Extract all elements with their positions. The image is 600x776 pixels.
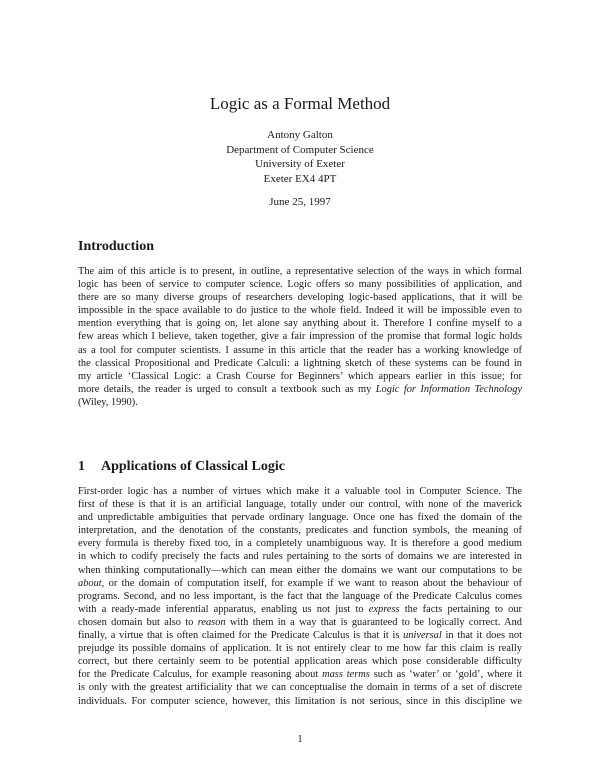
section-number: 1	[78, 459, 85, 474]
author-address: Exeter EX4 4PT	[263, 172, 337, 185]
emphasis-text: mass terms	[322, 669, 370, 681]
paragraph-line	[78, 616, 522, 629]
paragraph-line: first of these is that it is an artificial language, totally under our control, with none of the maverick	[78, 499, 522, 511]
section-heading-applications	[78, 458, 285, 475]
line-text: with a ready-made inferential apparatus, enabling us not just to	[78, 603, 369, 615]
line-text: such as ‘water’ or ‘gold’, where it	[369, 669, 522, 681]
paragraph-line: prejudge its possible domains of application. It is not entirely clear to me how far this claim is really	[78, 643, 522, 655]
paragraph-line: individuals. For computer science, however, this limitation is not serious, since in this discipline we	[78, 695, 522, 707]
paragraph-line	[78, 603, 522, 616]
paragraph-line: The aim of this article is to present, in outline, a representative selection of the ways in which formal	[78, 266, 522, 277]
paragraph-line	[78, 577, 522, 590]
line-text: the facts pertaining to our	[399, 603, 523, 615]
emphasis-text: express	[368, 603, 400, 615]
paragraph-line: programs. Second, and no less important, is the fact that the language of the Predicate Calculus comes	[78, 590, 522, 602]
paragraph-line: when thinking computationally—which can mean either the domains we want our computations to be	[78, 564, 522, 576]
line-text: for the Predicate Calculus, for example reasoning about	[78, 669, 323, 681]
paragraph-line: and unpredictable ambiguities that pervade ordinary language. Once one has fixed the domain of the	[78, 512, 522, 524]
line-text: with them in a way that is guaranteed to be logically correct. And	[225, 616, 522, 628]
paragraph-line: interpretation, and the denotation of the constants, predicates and function symbols, the meaning of	[78, 525, 522, 537]
section-title: Introduction	[78, 239, 154, 254]
paragraph-line: is only with the greatest artificiality that we can conceptualise the domain in terms of a set of discrete	[78, 682, 522, 694]
paragraph-line: as a tool for computer scientists. I assume in this article that the reader has a working knowledge of	[78, 344, 522, 356]
emphasis-text: reason	[197, 616, 226, 628]
paper-date: June 25, 1997	[269, 196, 331, 208]
author-department: Department of Computer Science	[226, 143, 374, 156]
section-title: Applications of Classical Logic	[101, 459, 285, 474]
author-name: Antony Galton	[267, 129, 333, 141]
paragraph-line: few areas which I believe, taken together, give a fair impression of the promise that formal logic holds	[78, 331, 522, 343]
paragraph-line: the classical Propositional and Predicate Calculi: a lightning sketch of these systems can be found in	[78, 357, 522, 369]
line-text: , or the domain of computation itself, for example if we want to reason about the behaviour of	[101, 577, 522, 589]
paragraph-line: impossible in the space available to do justice to the whole field. Indeed it will be impossible even to	[78, 305, 522, 317]
paragraph-line: First-order logic has a number of virtues which make it a valuable tool in Computer Science. The	[78, 486, 522, 497]
paragraph-line	[78, 668, 522, 681]
book-title: Logic for Information Technology	[375, 383, 522, 395]
paragraph-line: every formula is thereby fixed too, in a completely unambiguous way. It is therefore a good medium	[78, 538, 522, 550]
section-heading-introduction	[78, 238, 154, 255]
paragraph-line: there are so many diverse groups of researchers developing logic-based applications, that it will be	[78, 292, 522, 304]
emphasis-text: about	[78, 577, 102, 589]
paragraph-line: (Wiley, 1990).	[78, 396, 138, 408]
paragraph-line: logic has been of service to computer science. Logic offers so many possibilities of application, and	[78, 279, 522, 291]
paragraph-line	[78, 383, 522, 396]
introduction-paragraph	[78, 265, 522, 409]
paragraph-line	[78, 629, 522, 642]
line-text: more details, the reader is urged to consult a textbook such as my	[78, 383, 376, 395]
page-number: 1	[297, 734, 303, 745]
line-text: finally, a virtue that is often claimed for the Predicate Calculus is that it is	[78, 630, 404, 642]
paragraph-line: correct, but there certainly seem to be potential application areas which pose considerable difficulty	[78, 656, 522, 668]
author-university: University of Exeter	[255, 158, 345, 170]
paper-title: Logic as a Formal Method	[209, 94, 391, 113]
paragraph-line: mention everything that is going on, let alone say anything about it. Therefore I confine myself to a	[78, 318, 522, 330]
paragraph-line: my article ‘Classical Logic: a Crash Course for Beginners’ which appears earlier in this issue; for	[78, 370, 522, 382]
author-block	[0, 128, 600, 186]
line-text: chosen domain but also to	[78, 616, 198, 628]
paragraph-line: in which to codify precisely the facts and rules pertaining to the sorts of domains we are interested in	[78, 551, 522, 563]
line-text: in that it does not	[441, 630, 522, 642]
emphasis-text: universal	[403, 630, 442, 642]
applications-paragraph	[78, 485, 522, 708]
